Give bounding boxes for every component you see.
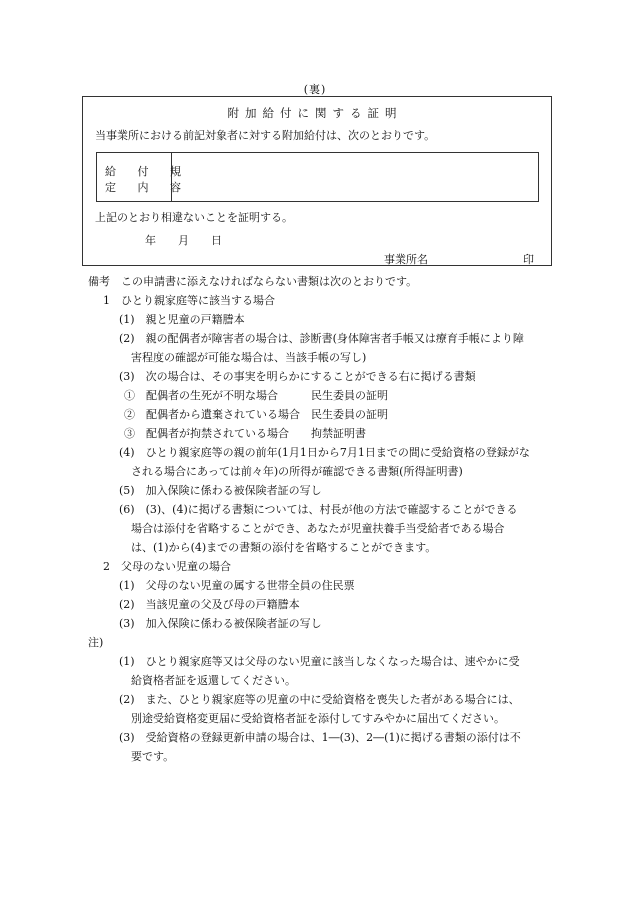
list-item: (2) 当該児童の父及び母の戸籍謄本 — [119, 598, 300, 611]
list-item-continued: 要です。 — [131, 750, 175, 763]
seal-mark: 印 — [523, 253, 534, 266]
certificate-title: 附加給付に関する証明 — [227, 106, 403, 120]
list-item-continued: 場合は添付を省略することができ、あなたが児童扶養手当受給者である場合 — [131, 522, 505, 535]
list-item: (1) 父母のない児童の属する世帯全員の住民票 — [119, 579, 355, 592]
benefit-rules-label-line1: 給 付 規 — [105, 165, 190, 178]
list-item-continued: は、(1)から(4)までの書類の添付を省略することができます。 — [131, 541, 437, 554]
caution-heading: 注) — [88, 636, 104, 649]
sub-list-item: ① 配偶者の生死が不明な場合 民生委員の証明 — [124, 389, 388, 402]
notes-section-2-heading: 2 父母のない児童の場合 — [103, 560, 231, 573]
notes-heading: 備考 この申請書に添えなければならない書類は次のとおりです。 — [88, 275, 418, 288]
sub-list-item: ② 配偶者から遺棄されている場合 民生委員の証明 — [124, 408, 388, 421]
list-item: (3) 次の場合は、その事実を明らかにすることができる右に掲げる書類 — [119, 370, 476, 383]
certify-text: 上記のとおり相違ないことを証明する。 — [95, 211, 293, 224]
notes-section-1-heading: 1 ひとり親家庭等に該当する場合 — [103, 294, 275, 307]
benefit-rules-field[interactable] — [96, 152, 539, 202]
benefit-rules-label — [97, 153, 190, 201]
list-item: (1) 親と児童の戸籍謄本 — [119, 313, 245, 326]
list-item: (6) (3)、(4)に掲げる書類については、村長が他の方法で確認することができる — [119, 503, 518, 516]
list-item: (3) 受給資格の登録更新申請の場合は、1―(3)、2―(1)に掲げる書類の添付は不 — [119, 731, 521, 744]
list-item-continued: 害程度の確認が可能な場合は、当該手帳の写し) — [131, 351, 367, 364]
sub-list-item: ③ 配偶者が拘禁されている場合 拘禁証明書 — [124, 427, 366, 440]
list-item: (1) ひとり親家庭等又は父母のない児童に該当しなくなった場合は、速やかに受 — [119, 655, 520, 668]
list-item: (5) 加入保険に係わる被保険者証の写し — [119, 484, 322, 497]
date-line[interactable]: 年 月 日 — [145, 234, 222, 247]
list-item-continued: 給資格者証を返還してください。 — [131, 674, 296, 687]
list-item: (2) 親の配偶者が障害者の場合は、診断書(身体障害者手帳又は療育手帳により障 — [119, 332, 524, 345]
list-item: (3) 加入保険に係わる被保険者証の写し — [119, 617, 322, 630]
benefit-rules-label-line2: 定 内 容 — [105, 181, 190, 194]
list-item: (4) ひとり親家庭等の親の前年(1月1日から7月1日までの間に受給資格の登録がな — [119, 446, 530, 459]
certificate-intro: 当事業所における前記対象者に対する附加給付は、次のとおりです。 — [95, 129, 436, 142]
office-name-label: 事業所名 — [384, 253, 428, 266]
list-item-continued: 別途受給資格変更届に受給資格者証を添付してすみやかに届出てください。 — [131, 712, 505, 725]
list-item: (2) また、ひとり親家庭等の児童の中に受給資格を喪失した者がある場合には、 — [119, 693, 520, 706]
side-label: (裏) — [303, 83, 327, 96]
list-item-continued: される場合にあっては前々年)の所得が確認できる書類(所得証明書) — [131, 465, 463, 478]
